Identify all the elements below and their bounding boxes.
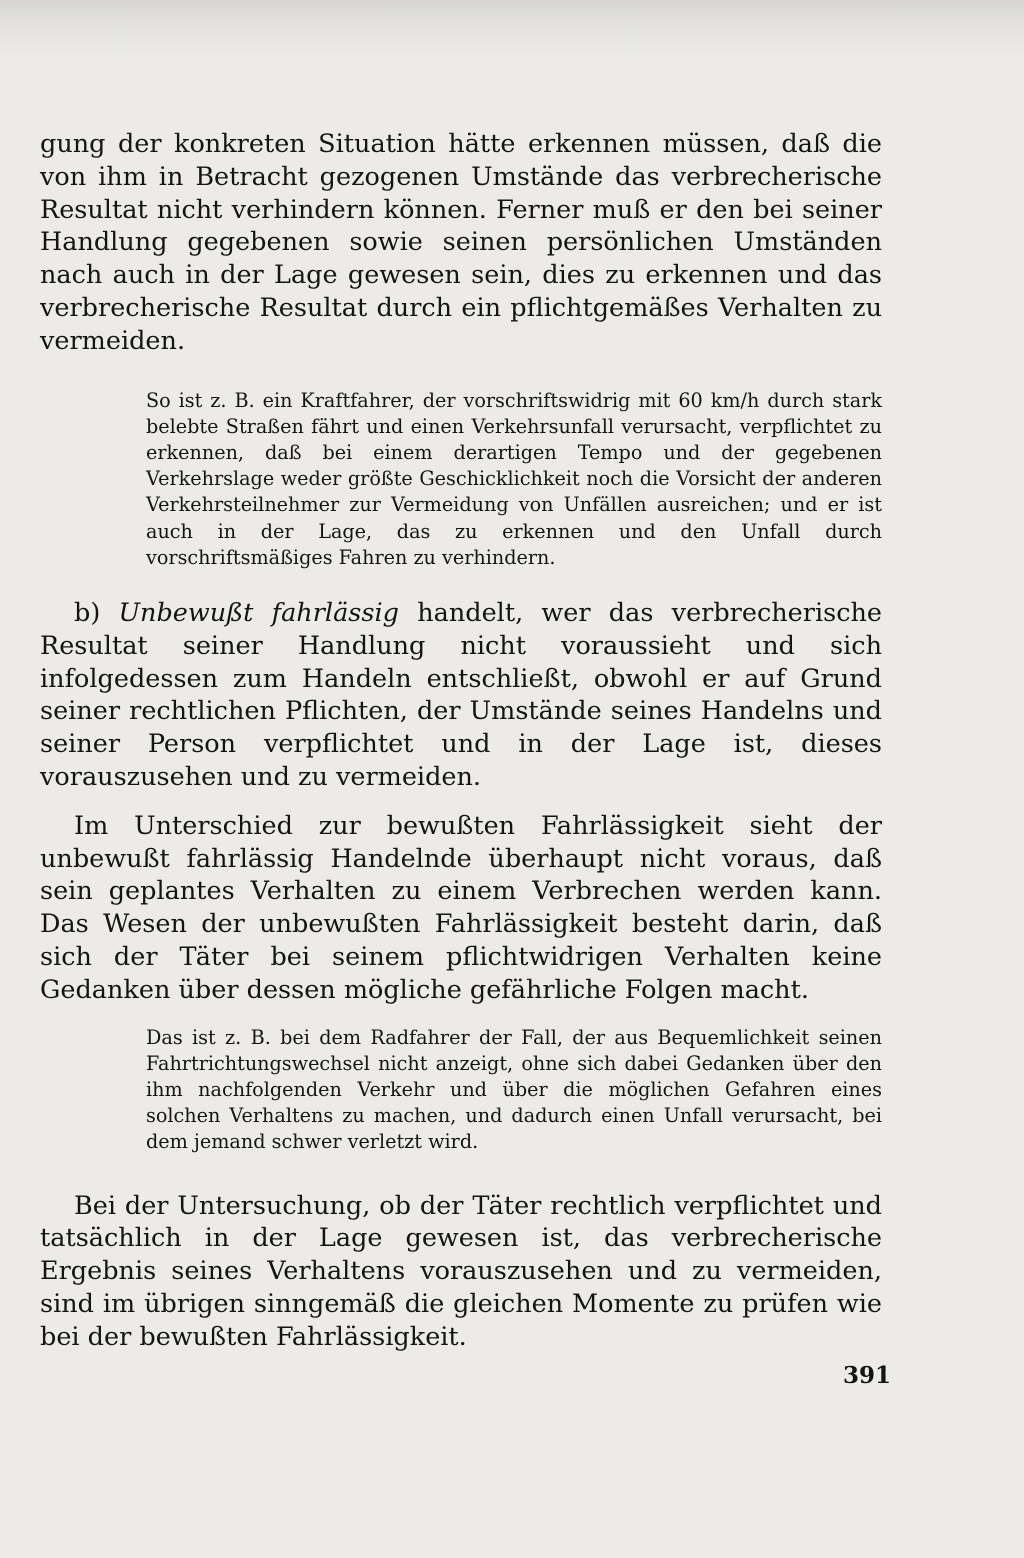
scan-top-edge (0, 0, 1024, 60)
defined-term: Unbewußt fahrlässig (118, 598, 399, 628)
paragraph-unbewusst-fahrlaessig (40, 597, 882, 794)
page-number: 391 (843, 1362, 892, 1389)
paragraph-unterschied: Im Unterschied zur bewußten Fahrlässigkeit sieht der unbewußt fahrlässig Handelnde überhaupt nicht voraus, daß sein geplantes Verhalten zu einem Verbrechen werden kann. Das Wesen der unbewußten Fahrlässigkeit besteht darin, daß sich der Täter bei seinem pflichtwidrigen Verhalten keine Gedanken über dessen mögliche gefährliche Folgen macht. (40, 810, 882, 1005)
example-kraftfahrer: So ist z. B. ein Kraftfahrer, der vorschriftswidrig mit 60 km/h durch stark belebte Straßen fährt und einen Verkehrsunfall verursacht, verpflichtet zu erkennen, daß bei einem derartigen Tempo und der gegebenen Verkehrslage weder größte Geschicklichkeit noch die Vorsicht der anderen Verkehrsteilnehmer zur Vermeidung von Unfällen ausreichen; und er ist auch in der Lage, das zu erkennen und den Unfall durch vorschriftsmäßiges Fahren zu verhindern. (146, 388, 882, 569)
page-body (40, 128, 882, 1354)
definition-text: handelt, wer das verbrecherische Resultat seiner Handlung nicht voraussieht und sich infolgedessen zum Handeln entschließt, obwohl er auf Grund seiner rechtlichen Pflichten, der Umstände seines Handelns und seiner Person verpflichtet und in der Lage ist, dieses vorauszusehen und zu vermeiden. (40, 598, 882, 792)
paragraph-untersuchung: Bei der Untersuchung, ob der Täter rechtlich verpflichtet und tatsächlich in der Lage gewesen ist, das verbrecherische Ergebnis seines Verhaltens vorauszusehen und zu vermeiden, sind im übrigen sinngemäß die gleichen Momente zu prüfen wie bei der bewußten Fahrlässigkeit. (40, 1190, 882, 1352)
paragraph-continuation: gung der konkreten Situation hätte erkennen müssen, daß die von ihm in Betracht gezogenen Umstände das verbrecherische Resultat nicht verhindern können. Ferner muß er den bei seiner Handlung gegebenen sowie seinen persönlichen Umständen nach auch in der Lage gewesen sein, dies zu erkennen und das verbrecherische Resultat durch ein pflichtgemäßes Verhalten zu vermeiden. (40, 129, 882, 356)
list-marker: b) (74, 598, 119, 628)
example-radfahrer: Das ist z. B. bei dem Radfahrer der Fall, der aus Bequemlichkeit seinen Fahrtrichtungswechsel nicht anzeigt, ohne sich dabei Gedanken über den ihm nachfolgenden Verkehr und über die möglichen Gefahren eines solchen Verhaltens zu machen, und dadurch einen Unfall verursacht, bei dem jemand schwer verletzt wird. (146, 1025, 882, 1154)
